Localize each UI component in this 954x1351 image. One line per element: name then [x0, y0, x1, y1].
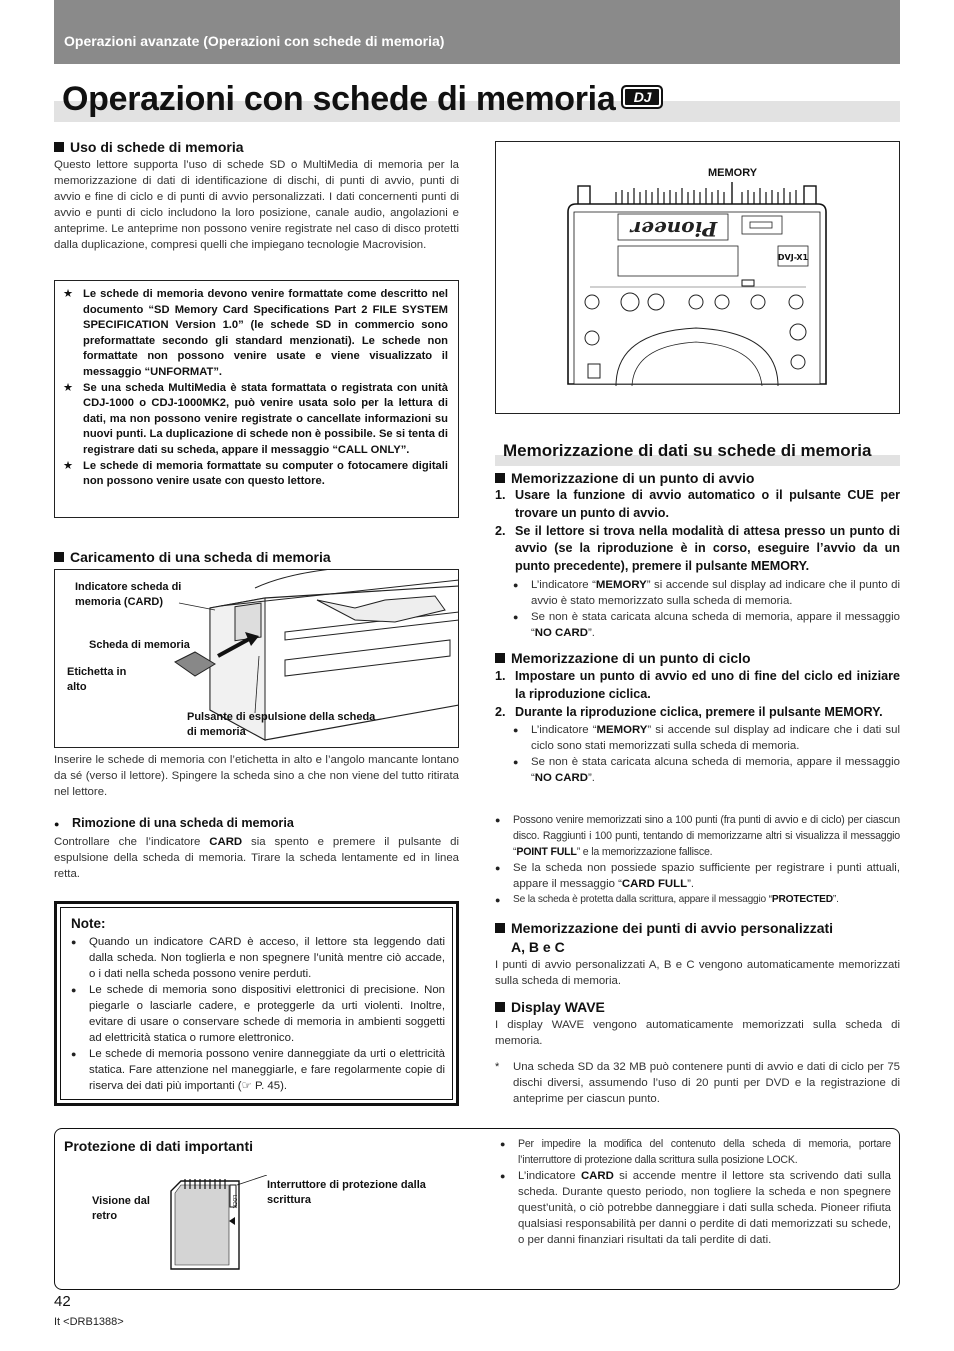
- bullet-item: ● Se la scheda non possiede spazio sufficiente per registrare i punti attuali, appare il messaggio “CARD FULL”.: [495, 862, 900, 890]
- uso-paragraph: Questo lettore supporta l’uso di schede SD o MultiMedia di memoria per la memorizzazione di dati di identificazione di dischi, di punti di avvio, punti di avvio e fine di ciclo e di punti di avvio personalizzati. I dati concernenti punti di avvio e punti di ciclo includono la loro posizione, canale audio, angolazioni e anteprime. Le anteprime non possono venire registrate nel caso di disco protetti dalla duplicazione, compresi quelli che impiegano tecnologie Macrovision.: [54, 159, 459, 251]
- round-bullet-icon: ●: [495, 863, 501, 873]
- eject-button-label: Pulsante di espulsione della scheda di memoria: [187, 711, 376, 738]
- section-header-text: Operazioni avanzate (Operazioni con schede di memoria): [64, 33, 445, 49]
- heading-wave: Display WAVE: [495, 999, 605, 1015]
- device-illustration: [496, 142, 899, 413]
- protection-bullets: [500, 1136, 891, 1248]
- model-badge-text: DVJ-X1: [777, 253, 809, 262]
- heading-ciclo: Memorizzazione di un punto di ciclo: [495, 650, 751, 666]
- lock-text: LOCK: [231, 1195, 237, 1209]
- warning-box: [54, 280, 459, 518]
- dj-badge-icon: DJ: [621, 85, 663, 109]
- square-bullet-icon: [495, 1002, 505, 1012]
- memory-callout-label: MEMORY: [708, 167, 758, 179]
- step-item: 2. Se il lettore si trova nella modalità di attesa presso un punto di avvio (se la riproduzione è in corso, eseguire l’avvio da un punto precedente), premere il pulsante MEMORY.: [495, 523, 900, 574]
- note-box: [54, 901, 459, 1106]
- bullet-item: ● Se non è stata caricata alcuna scheda di memoria, appare il messaggio “NO CARD”.: [513, 756, 900, 785]
- avvio-bullets: [495, 577, 900, 641]
- square-bullet-icon: [495, 653, 505, 663]
- custom-paragraph: I punti di avvio personalizzati A, B e C vengono automaticamente memorizzati sulla scheda di memoria.: [495, 959, 900, 987]
- star-icon: ★: [63, 288, 74, 300]
- round-bullet-icon: ●: [71, 937, 77, 947]
- avvio-steps: [495, 487, 900, 576]
- heading-rimozione: ● Rimozione di una scheda di memoria: [54, 816, 294, 830]
- note-item: ● Le schede di memoria sono dispositivi elettronici di precisione. Non piegarle o lasciarle cadere, e proteggerle da urti violenti. Inoltre, evitare di usare o conservare schede di memoria in ambienti soggetti ad elettricità statica o rumore elettronico.: [71, 984, 445, 1044]
- warning-item: ★ Se una scheda MultiMedia è stata formattata o registrata con unità CDJ-1000 o CDJ-1000MK2, può venire usata solo per la lettura di dati, ma non possono venire registrate o cancellate informazioni su nuovi punti. La duplicazione di schede non è possibile. Se si tenta di registrare dati su scheda, appare il messaggio “CALL ONLY”.: [63, 381, 448, 459]
- avvio-section: [495, 487, 900, 641]
- round-bullet-icon: ●: [513, 579, 519, 590]
- ciclo-section: [495, 668, 900, 786]
- section-header-bar: [54, 0, 900, 64]
- bullet-item: ● L’indicatore “MEMORY” si accende sul display ad indicare che i dati sul ciclo sono stati memorizzati sulla scheda di memoria.: [513, 724, 900, 753]
- indicator-label: Indicatore scheda di memoria (CARD): [75, 581, 182, 608]
- round-bullet-icon: ●: [513, 757, 519, 768]
- heading-avvio: Memorizzazione di un punto di avvio: [495, 470, 754, 486]
- round-bullet-icon: ●: [54, 819, 60, 829]
- heading-protezione: Protezione di dati importanti: [64, 1138, 254, 1154]
- bullet-item: ● Per impedire la modifica del contenuto della scheda di memoria, portare l’interruttore di protezione dalla scrittura sulla posizione LOCK.: [500, 1138, 891, 1166]
- note-list: [71, 934, 445, 1094]
- brand-logo-text: Pioneer: [630, 217, 718, 241]
- bullet-item: ● Se la scheda è protetta dalla scrittura, appare il messaggio “PROTECTED”.: [495, 892, 900, 908]
- round-bullet-icon: ●: [71, 985, 77, 995]
- note-item: ● Quando un indicatore CARD è acceso, il lettore sta leggendo dati dalla scheda. Non toglierla e non spegnere l’unità mentre ciò accade, o i dati nella scheda possono venire perduti.: [71, 936, 445, 980]
- warning-item: ★ Le schede di memoria devono venire formattate come descritto nel documento “SD Memory Card Specifications Part 2 FILE SYSTEM SPECIFICATION Version 1.0” (le schede SD in commercio sono preformattate secondo gli standard menzionati). Le schede non formattate non possono venire usate e viene visualizzato il messaggio “UNFORMAT”.: [63, 287, 448, 381]
- card-label: Scheda di memoria: [89, 639, 190, 651]
- square-bullet-icon: [495, 923, 505, 933]
- page-title: [62, 80, 663, 119]
- round-bullet-icon: ●: [513, 611, 519, 622]
- label-up-label: Etichetta in alto: [67, 666, 127, 693]
- wave-paragraph: I display WAVE vengono automaticamente memorizzati sulla scheda di memoria.: [495, 1019, 900, 1047]
- general-bullets: [495, 812, 900, 908]
- back-view-label: Visione dal retro: [92, 1195, 150, 1222]
- step-item: 1. Usare la funzione di avvio automatico o il pulsante CUE per trovare un punto di avvio.: [495, 488, 900, 520]
- square-bullet-icon: [495, 473, 505, 483]
- round-bullet-icon: ●: [71, 1049, 77, 1059]
- star-icon: ★: [63, 459, 74, 472]
- heading-uso: Uso di schede di memoria: [54, 139, 244, 155]
- switch-label: Interruttore di protezione dalla scrittura: [267, 1179, 426, 1206]
- warning-item: ★ Le schede di memoria formattate su computer o fotocamere digitali non possono venire usate con questo lettore.: [63, 459, 448, 490]
- device-figure: [495, 141, 900, 414]
- round-bullet-icon: ●: [495, 815, 501, 825]
- note-item: ● Le schede di memoria possono venire danneggiate da urti o elettricità statica. Fare attenzione nel maneggiarle, e fare regolarmente copie di riserva dei dati più importanti (☞ P. 45).: [71, 1048, 445, 1092]
- round-bullet-icon: ●: [495, 895, 501, 905]
- step-item: 1. Impostare un punto di avvio ed uno di fine del ciclo ed iniziare la riproduzione ciclica.: [495, 669, 900, 701]
- caricamento-paragraph: Inserire le schede di memoria con l’etichetta in alto e l’angolo mancante lontano da sé (verso il lettore). Spingere la scheda sino a che non viene del tutto ritirata nel lettore.: [54, 754, 459, 798]
- step-item: 2. Durante la riproduzione ciclica, premere il pulsante MEMORY.: [495, 704, 883, 719]
- page-title-text: Operazioni con schede di memoria: [62, 80, 616, 118]
- rimozione-paragraph: Controllare che l’indicatore CARD sia spento e premere il pulsante di espulsione della scheda di memoria. Tirare la scheda lentamente ed in linea retta.: [54, 836, 459, 880]
- sd-card-back-illustration: [167, 1175, 267, 1275]
- star-icon: ★: [63, 381, 74, 394]
- round-bullet-icon: ●: [513, 725, 519, 736]
- asterisk-marker: *: [495, 1061, 500, 1073]
- square-bullet-icon: [54, 142, 64, 152]
- bullet-item: ● Se non è stata caricata alcuna scheda di memoria, appare il messaggio “NO CARD”.: [513, 610, 900, 639]
- heading-custom: Memorizzazione dei punti di avvio personalizzati A, B e C: [495, 919, 833, 957]
- square-bullet-icon: [54, 552, 64, 562]
- round-bullet-icon: ●: [500, 1139, 506, 1149]
- ciclo-bullets: [495, 722, 900, 786]
- protection-box: [54, 1128, 900, 1290]
- warning-list: [63, 287, 448, 490]
- footnote: * Una scheda SD da 32 MB può contenere punti di avvio e dati di ciclo per 75 dischi diversi, assumendo l’uso di 20 punti per DVD e la registrazione di anteprime per ciascun punto.: [495, 1061, 900, 1105]
- card-loading-figure: [54, 569, 459, 748]
- page-number: 42: [54, 1293, 71, 1310]
- bullet-item: ● L’indicatore CARD si accende mentre il lettore sta scrivendo dati sulla scheda. Durante questo periodo, non togliere la scheda e non spegnere quest’unità, o ciò potrebbe danneggiare i dati sulla scheda. Pioneer rifiuta qualsiasi responsabilità per danni o perdite di dati memorizzati su schede, o per danni finanziari risultati da tali perdite di dati.: [500, 1170, 891, 1246]
- document-code: It <DRB1388>: [54, 1316, 124, 1328]
- bullet-item: ● L’indicatore “MEMORY” si accende sul display ad indicare che il punto di avvio è stato memorizzato sulla scheda di memoria.: [513, 578, 900, 607]
- note-title: Note:: [71, 916, 106, 931]
- bullet-item: ● Possono venire memorizzati sino a 100 punti (fra punti di avvio e di ciclo) per ciascun disco. Raggiunti i 100 punti, tentando di memorizzarne altri si visualizza il messaggio “POINT FULL” e la memorizzazione fallisce.: [495, 814, 900, 858]
- heading-caricamento: Caricamento di una scheda di memoria: [54, 549, 331, 565]
- round-bullet-icon: ●: [500, 1171, 506, 1181]
- ciclo-steps: [495, 668, 900, 721]
- heading-memorizzazione: Memorizzazione di dati su schede di memoria: [503, 441, 872, 460]
